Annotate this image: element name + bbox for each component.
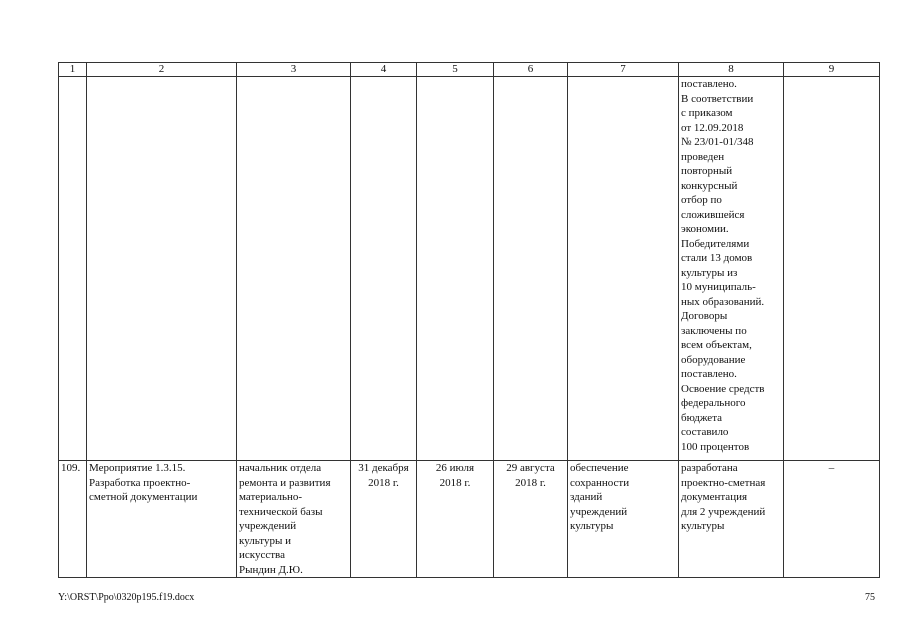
continuation-row (59, 77, 880, 461)
header-cell-3: 3 (237, 63, 351, 77)
row-number: 109. (59, 461, 87, 578)
cont-result-cell: поставлено. В соответствии с приказом от 12.09.2018 № 23/01-01/348 проведен повторный конкурсный отбор по сложившейся экономии. Победителями стали 13 домов культуры из 10 муниципаль- ных образований. Договоры заключены по всем объектам, оборудование поставлено. Освоение средств федерального бюджета составило 100 процентов (679, 77, 784, 461)
header-cell-2: 2 (87, 63, 237, 77)
start-date: 26 июля 2018 г. (417, 461, 494, 578)
header-cell-7: 7 (568, 63, 679, 77)
notes-cell: – (784, 461, 880, 578)
cont-cell-5 (417, 77, 494, 461)
header-cell-5: 5 (417, 63, 494, 77)
header-cell-1: 1 (59, 63, 87, 77)
header-cell-8: 8 (679, 63, 784, 77)
planned-date: 31 декабря 2018 г. (351, 461, 417, 578)
cont-cell-4 (351, 77, 417, 461)
cont-cell-1 (59, 77, 87, 461)
header-cell-4: 4 (351, 63, 417, 77)
actual-result: разработана проектно-сметная документация для 2 учреждений культуры (679, 461, 784, 578)
cont-cell-7 (568, 77, 679, 461)
cont-cell-9 (784, 77, 880, 461)
activity-name: Мероприятие 1.3.15. Разработка проектно- сметной документации (87, 461, 237, 578)
page-number: 75 (865, 592, 875, 603)
expected-result: обеспечение сохранности зданий учреждений культуры (568, 461, 679, 578)
cont-cell-3 (237, 77, 351, 461)
end-date: 29 августа 2018 г. (494, 461, 568, 578)
header-cell-9: 9 (784, 63, 880, 77)
table-row-109 (59, 461, 880, 578)
responsible-person: начальник отдела ремонта и развития материально- технической базы учреждений культуры и искусства Рындин Д.Ю. (237, 461, 351, 578)
header-row (59, 63, 880, 77)
cont-cell-2 (87, 77, 237, 461)
plan-table (58, 62, 880, 578)
header-cell-6: 6 (494, 63, 568, 77)
cont-cell-6 (494, 77, 568, 461)
file-path-footer: Y:\ORST\Ppo\0320p195.f19.docx (58, 592, 195, 603)
